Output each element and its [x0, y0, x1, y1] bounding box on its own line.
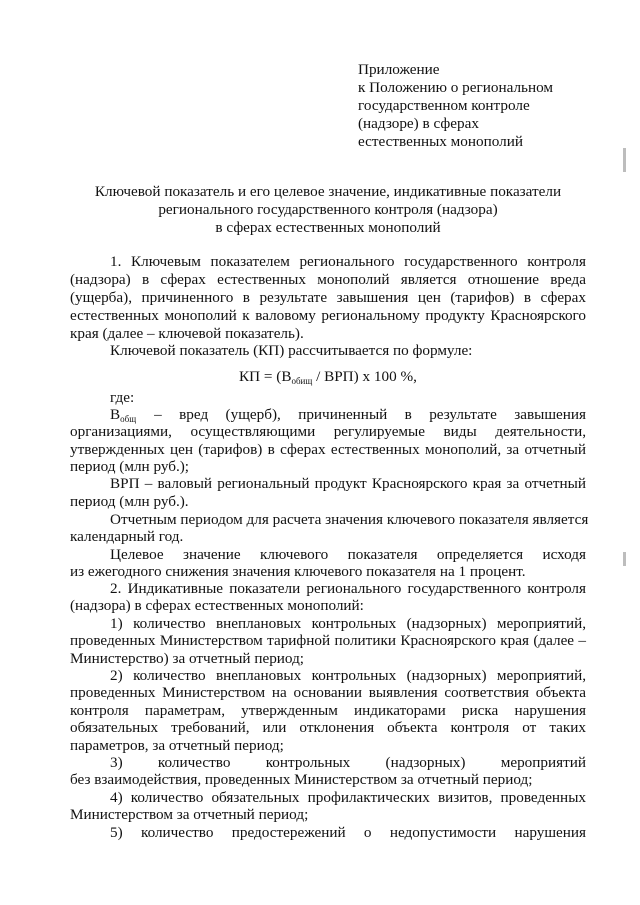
paragraph-line: ВРП – валовый региональный продукт Красноярского края за отчетный — [110, 475, 586, 492]
appendix-line: (надзоре) в сферах — [358, 115, 479, 132]
page-edge-mark — [623, 148, 626, 172]
paragraph-line: организациями, осуществляющими регулируемые виды деятельности, — [70, 423, 586, 440]
paragraph-line: Целевое значение ключевого показателя определяется исходя — [110, 546, 586, 563]
list-item-line: параметров, за отчетный период; — [70, 737, 284, 754]
paragraph-line: период (млн руб.); — [70, 458, 190, 475]
where-label: где: — [110, 389, 135, 406]
paragraph-line: утвержденных цен (тарифов) в сферах естественных монополий, за отчетный — [70, 441, 586, 458]
list-item-line: обязательных требований, или отклонения объекта контроля от таких — [70, 719, 586, 736]
list-item-line: 4) количество обязательных профилактических визитов, проведенных — [110, 789, 586, 806]
formula-after: / ВРП) х 100 %, — [312, 368, 417, 385]
list-item-line: 5) количество предостережений о недопустимости нарушения — [110, 824, 586, 841]
paragraph-line: (надзора) в сферах естественных монополий является отношение вреда — [70, 271, 586, 288]
paragraph-line: (ущерба), причиненного в результате завышения цен (тарифов) в сферах — [70, 289, 586, 306]
appendix-line: государственном контроле — [358, 97, 530, 114]
list-item-line: 2) количество внеплановых контрольных (надзорных) мероприятий, — [110, 667, 586, 684]
paragraph-line: 2. Индикативные показатели регионального государственного контроля — [110, 580, 586, 597]
formula-subscript: обищ — [291, 376, 313, 386]
appendix-line: Приложение — [358, 61, 440, 78]
list-item-line: 3) количество контрольных (надзорных) мероприятий — [110, 754, 586, 771]
paragraph-line: из ежегодного снижения значения ключевого показателя на 1 процент. — [70, 563, 526, 580]
list-item-line: контроля параметрам, утвержденным индикаторами риска нарушения — [70, 702, 586, 719]
b-definition-text: – вред (ущерб), причиненный в результате завышения — [154, 406, 586, 423]
paragraph-line: 1. Ключевым показателем регионального государственного контроля — [110, 253, 586, 270]
list-item-line: проведенных Министерством тарифной политики Красноярского края (далее – — [70, 632, 586, 649]
page-edge-mark — [623, 552, 626, 566]
list-item-line: 1) количество внеплановых контрольных (надзорных) мероприятий, — [110, 615, 586, 632]
formula-before: КП = (В — [239, 368, 292, 385]
paragraph-line: (надзора) в сферах естественных монополий: — [70, 597, 364, 614]
list-item-line: без взаимодействия, проведенных Министерством за отчетный период; — [70, 771, 533, 788]
title-line: регионального государственного контроля (надзора) — [158, 201, 498, 218]
paragraph-line: края (далее – ключевой показатель). — [70, 325, 304, 342]
list-item-line: Министерство) за отчетный период; — [70, 650, 305, 667]
paragraph-line: естественных монополий к валовому региональному продукту Красноярского — [70, 307, 586, 324]
appendix-line: к Положению о региональном — [358, 79, 553, 96]
b-symbol: Вобщ — [110, 406, 137, 424]
formula-intro: Ключевой показатель (КП) рассчитывается по формуле: — [110, 342, 473, 359]
title-line: в сферах естественных монополий — [215, 219, 441, 236]
list-item-line: Министерством за отчетный период; — [70, 806, 309, 823]
list-item-line: проведенных Министерством на основании выявления соответствия объекта — [70, 684, 586, 701]
paragraph-line: Отчетным периодом для расчета значения ключевого показателя является — [110, 511, 589, 528]
paragraph-line: период (млн руб.). — [70, 493, 189, 510]
title-line: Ключевой показатель и его целевое значение, индикативные показатели — [94, 183, 562, 200]
paragraph-line: календарный год. — [70, 528, 184, 545]
appendix-line: естественных монополий — [358, 133, 523, 150]
formula — [239, 368, 417, 387]
